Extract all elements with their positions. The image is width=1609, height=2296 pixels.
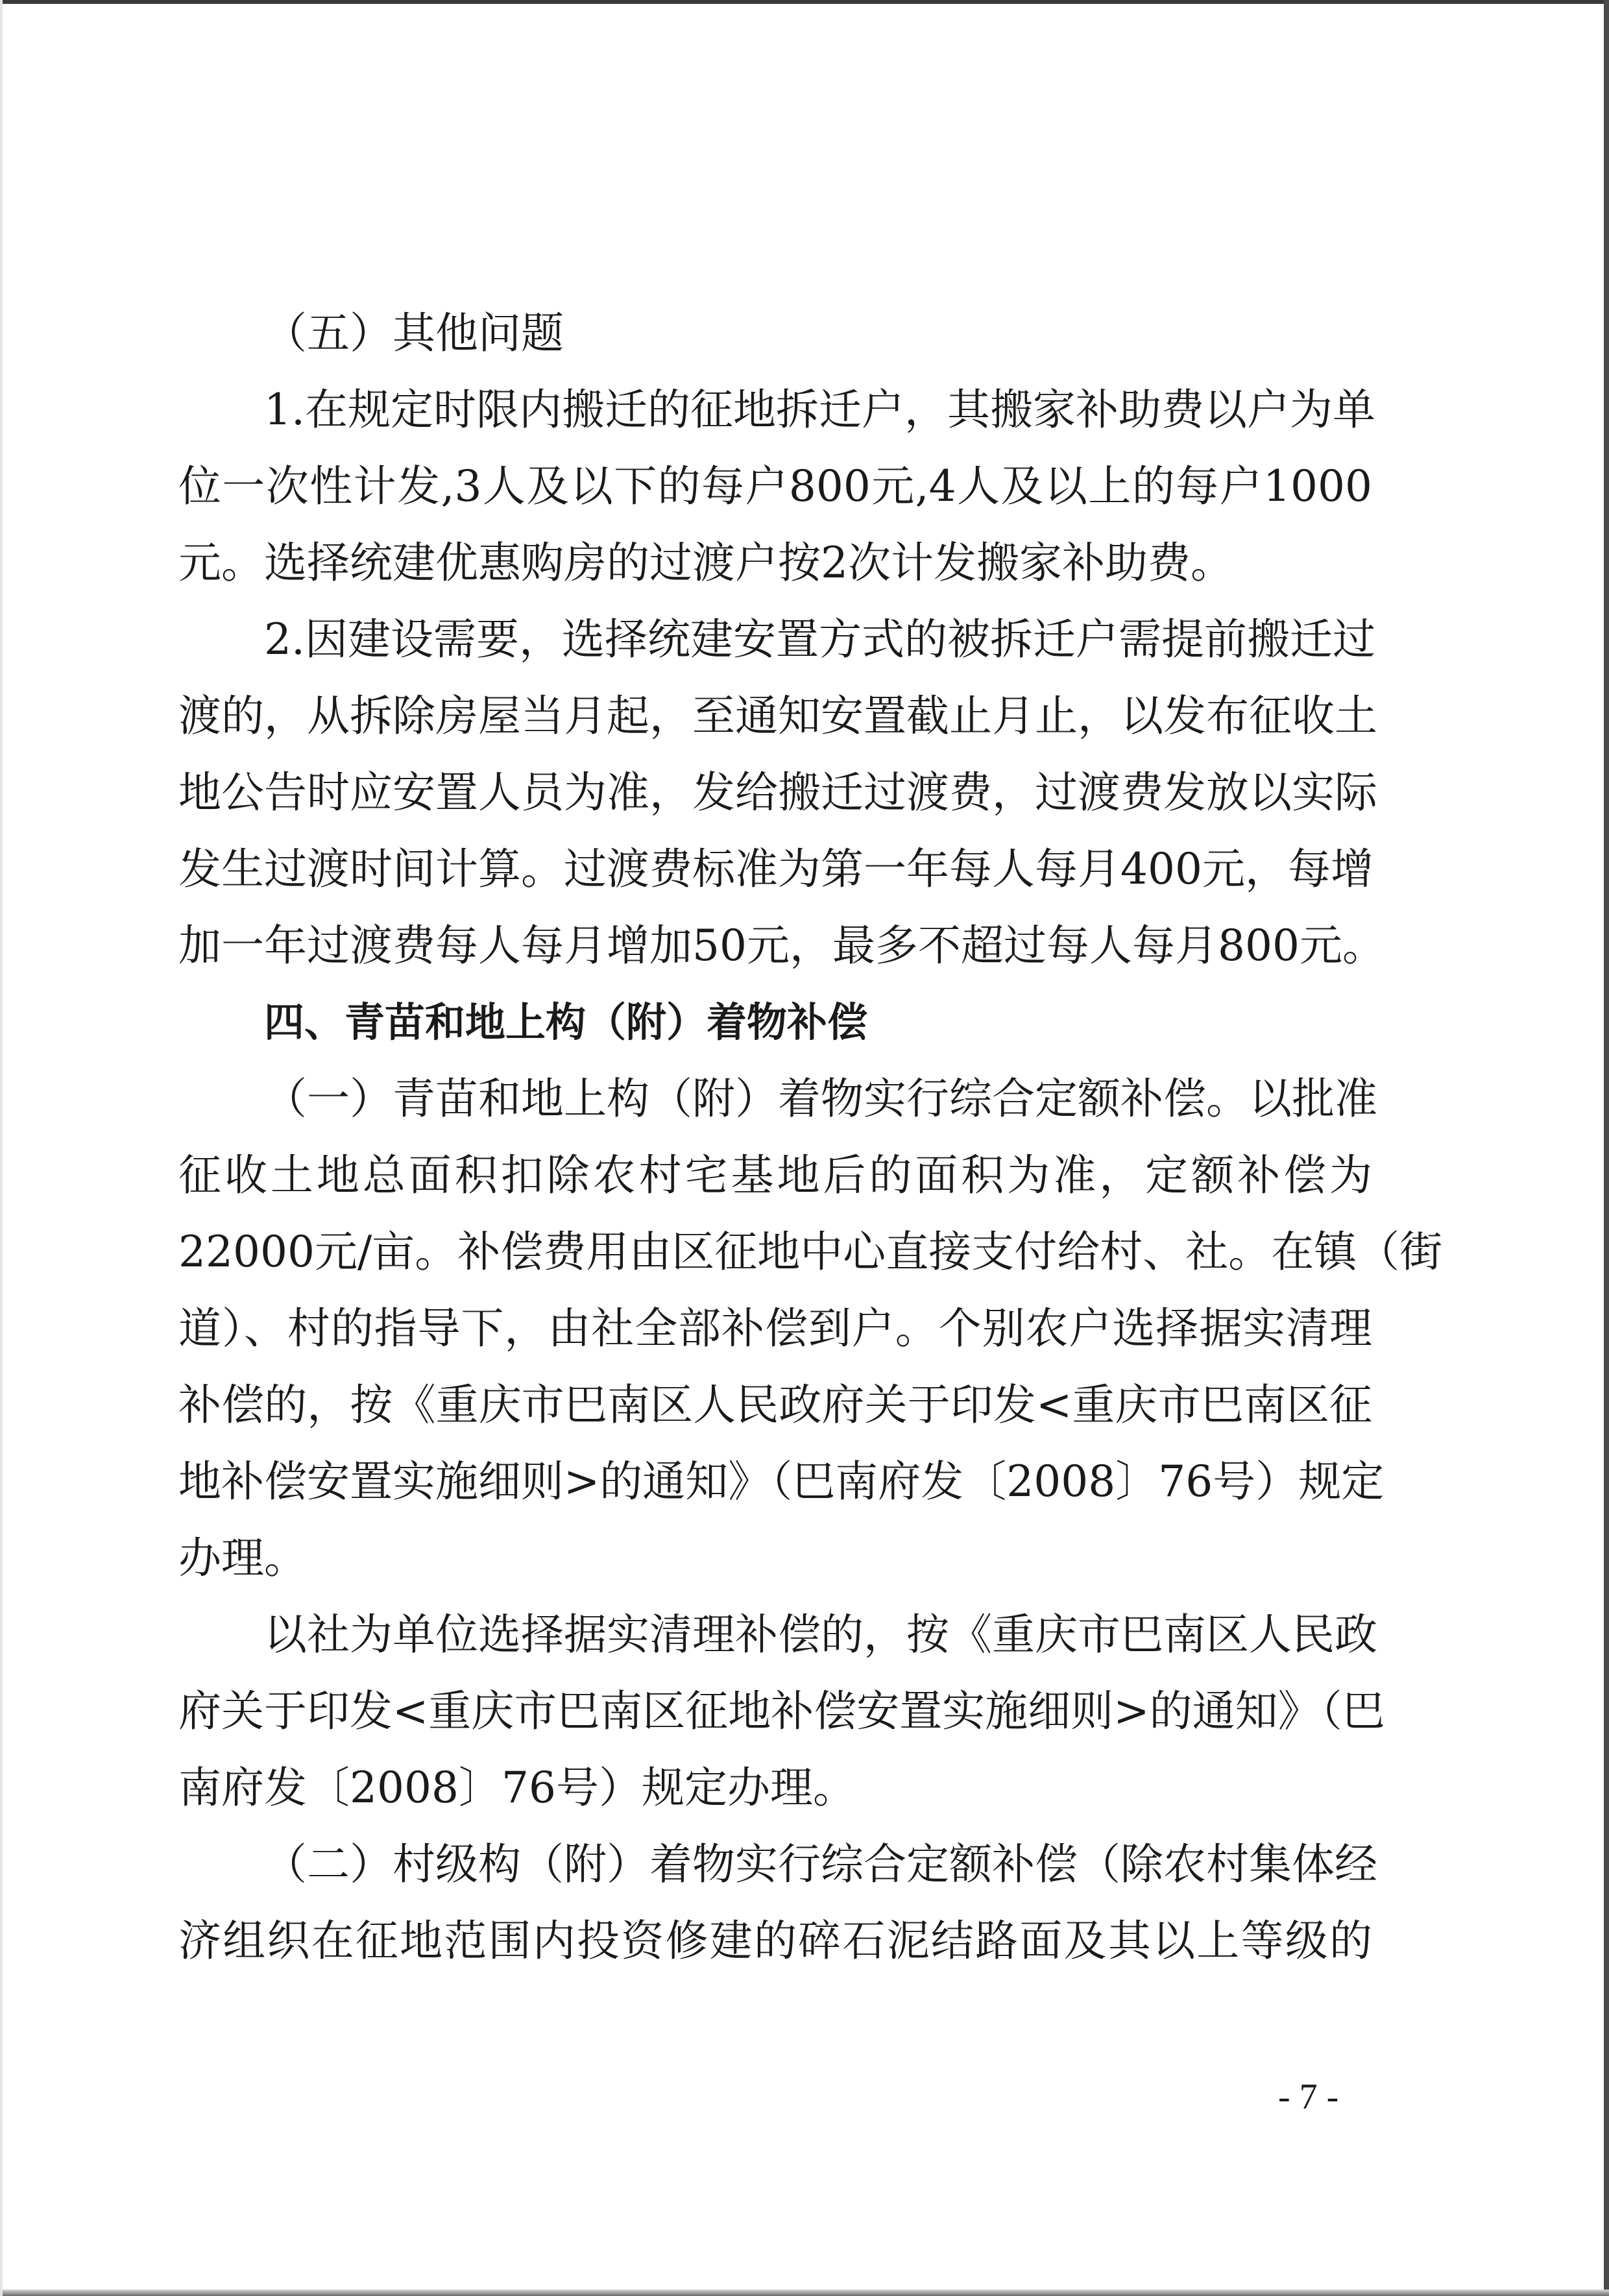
scan-border-bottom [0, 2290, 1609, 2296]
paragraph-line: 加一年过渡费每人每月增加50元，最多不超过每人每月800元。 [178, 921, 1385, 971]
paragraph-line: 22000元/亩。补偿费用由区征地中心直接支付给村、社。在镇（街 [178, 1227, 1443, 1277]
paragraph-line: （二）村级构（附）着物实行综合定额补偿（除农村集体经 [264, 1839, 1377, 1889]
section-heading: 四、青苗和地上构（附）着物补偿 [264, 998, 868, 1046]
paragraph-line: 办理。 [178, 1533, 307, 1583]
scan-border-top [0, 0, 1609, 4]
paragraph-line: 府关于印发<重庆市巴南区征地补偿安置实施细则>的通知》（巴 [178, 1686, 1385, 1736]
page-number: - 7 - [1278, 2077, 1339, 2117]
section-subheading: （五）其他问题 [264, 308, 564, 358]
paragraph-line: 1.在规定时限内搬迁的征地拆迁户，其搬家补助费以户为单 [264, 385, 1375, 435]
paragraph-line: 位一次性计发,3人及以下的每户800元,4人及以上的每户1000 [178, 461, 1372, 511]
paragraph-line: 补偿的，按《重庆市巴南区人民政府关于印发<重庆市巴南区征 [178, 1380, 1372, 1430]
paragraph-line: 道）、村的指导下，由社全部补偿到户。个别农户选择据实清理 [178, 1303, 1372, 1353]
document-body [178, 295, 1443, 1979]
paragraph-line: 渡的，从拆除房屋当月起，至通知安置截止月止，以发布征收土 [178, 691, 1377, 741]
paragraph-line: 元。选择统建优惠购房的过渡户按2次计发搬家补助费。 [178, 538, 1233, 588]
paragraph-line: 济组织在征地范围内投资修建的碎石泥结路面及其以上等级的 [178, 1916, 1372, 1966]
paragraph-line: 2.因建设需要，选择统建安置方式的被拆迁户需提前搬迁过 [264, 614, 1375, 664]
paragraph-line: 以社为单位选择据实清理补偿的，按《重庆市巴南区人民政 [264, 1610, 1377, 1660]
paragraph-line: 地补偿安置实施细则>的通知》（巴南府发〔2008〕76号）规定 [178, 1456, 1385, 1506]
paragraph-line: （一）青苗和地上构（附）着物实行综合定额补偿。以批准 [264, 1074, 1377, 1124]
paragraph-line: 南府发〔2008〕76号）规定办理。 [178, 1763, 856, 1813]
paragraph-line: 征收土地总面积扣除农村宅基地后的面积为准，定额补偿为 [178, 1150, 1372, 1200]
paragraph-line: 地公告时应安置人员为准，发给搬迁过渡费，过渡费发放以实际 [178, 767, 1377, 817]
scan-border-right [1604, 0, 1609, 2296]
paragraph-line: 发生过渡时间计算。过渡费标准为第一年每人每月400元，每增 [178, 844, 1373, 894]
scan-border-left [0, 0, 3, 2296]
